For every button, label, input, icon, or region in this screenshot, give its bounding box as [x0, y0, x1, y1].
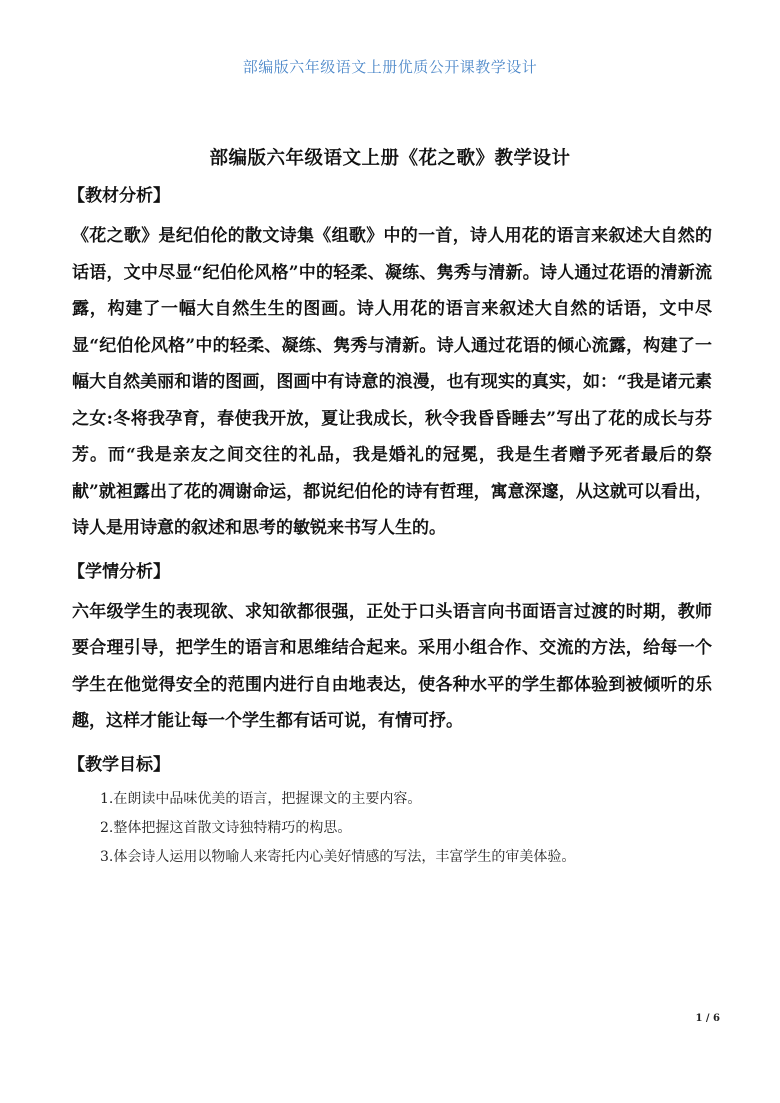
- teaching-goal-item: 2.整体把握这首散文诗独特精巧的构思。: [100, 819, 352, 836]
- document-header: 部编版六年级语文上册优质公开课教学设计: [242, 58, 538, 76]
- section-heading-student-analysis: 【学情分析】: [68, 561, 170, 582]
- teaching-goal-item: 1.在朗读中品味优美的语言，把握课文的主要内容。: [100, 790, 422, 807]
- document-title: 部编版六年级语文上册《花之歌》教学设计: [209, 148, 571, 169]
- document-body: [68, 178, 712, 872]
- page-number: 1 / 6: [695, 1013, 720, 1024]
- section-heading-teaching-goals: 【教学目标】: [68, 754, 170, 775]
- section-body-textbook-analysis: 《花之歌》是纪伯伦的散文诗集《组歌》中的一首，诗人用花的语言来叙述大自然的话语，文中尽显“纪伯伦风格”中的轻柔、凝练、隽秀与清新。诗人通过花语的清新流露，构建了一幅大自然生生的图画。诗人用花的语言来叙述大自然的话语，文中尽显“纪伯伦风格”中的轻柔、凝练、隽秀与清新。诗人通过花语的倾心流露，构建了一幅大自然美丽和谐的图画，图画中有诗意的浪漫，也有现实的真实，如：“我是诸元素之女:冬将我孕育，春使我开放，夏让我成长，秋令我昏昏睡去”写出了花的成长与芬芳。而“我是亲友之间交往的礼品，我是婚礼的冠冕，我是生者赠予死者最后的祭献”就袒露出了花的凋谢命运，都说纪伯伦的诗有哲理，寓意深邃，从这就可以看出，诗人是用诗意的叙述和思考的敏锐来书写人生的。: [72, 226, 712, 538]
- section-heading-textbook-analysis: 【教材分析】: [68, 186, 170, 206]
- teaching-goals-list: [72, 785, 712, 872]
- section-body-student-analysis: 六年级学生的表现欲、求知欲都很强，正处于口头语言向书面语言过渡的时期，教师要合理引导，把学生的语言和思维结合起来。采用小组合作、交流的方法，给每一个学生在他觉得安全的范围内进行自由地表达，使各种水平的学生都体验到被倾听的乐趣，这样才能让每一个学生都有话可说，有情可抒。: [72, 601, 712, 731]
- teaching-goal-item: 3.体会诗人运用以物喻人来寄托内心美好情感的写法，丰富学生的审美体验。: [100, 848, 576, 865]
